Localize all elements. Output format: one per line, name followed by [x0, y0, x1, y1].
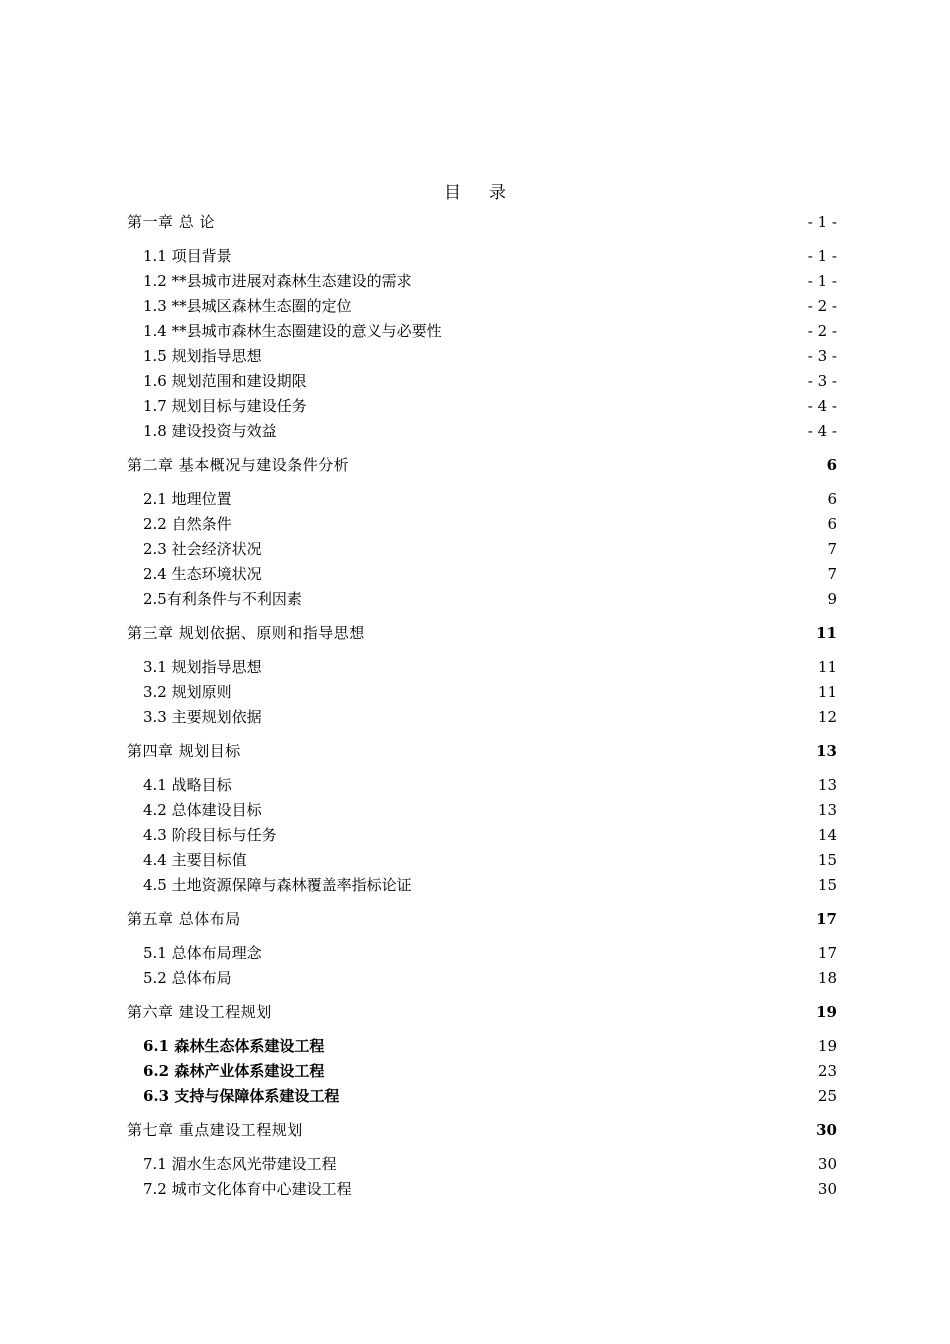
toc-entry-label: 1.3 **县城区森林生态圈的定位: [143, 297, 352, 315]
toc-entry-page: 14: [817, 826, 837, 844]
toc-entry-label: 7.2 城市文化体育中心建设工程: [143, 1180, 352, 1198]
toc-entry-page: 17: [816, 910, 837, 928]
toc-chapter-entry[interactable]: [127, 210, 837, 235]
toc-section-entry[interactable]: [127, 1059, 837, 1084]
toc-section-entry[interactable]: [127, 773, 837, 798]
toc-entry-page: 12: [817, 708, 837, 726]
toc-entry-page: - 4 -: [807, 422, 837, 440]
toc-entry-page: - 3 -: [807, 347, 837, 365]
toc-entry-page: 19: [816, 1003, 837, 1021]
toc-entry-label: 4.2 总体建设目标: [143, 801, 262, 819]
toc-entry-label: 1.7 规划目标与建设任务: [143, 397, 307, 415]
toc-entry-page: 30: [817, 1180, 837, 1198]
toc-section-entry[interactable]: [127, 705, 837, 730]
toc-section-entry[interactable]: [127, 1177, 837, 1202]
toc-entry-label: 第四章 规划目标: [127, 742, 241, 760]
toc-section-entry[interactable]: [127, 419, 837, 444]
toc-section-entry[interactable]: [127, 1084, 837, 1109]
toc-entry-page: 11: [817, 683, 837, 701]
toc-section-entry[interactable]: [127, 848, 837, 873]
toc-entry-page: 13: [816, 742, 837, 760]
toc-title-char-1: 目: [444, 183, 461, 203]
toc-entry-label: 3.1 规划指导思想: [143, 658, 262, 676]
toc-chapter-entry[interactable]: [127, 907, 837, 932]
toc-section-entry[interactable]: [127, 1034, 837, 1059]
toc-section-entry[interactable]: [127, 941, 837, 966]
toc-entry-page: - 1 -: [807, 247, 837, 265]
toc-entry-page: 30: [817, 1155, 837, 1173]
toc-chapter-entry[interactable]: [127, 621, 837, 646]
toc-title: [0, 178, 950, 203]
toc-entry-label: 第二章 基本概况与建设条件分析: [127, 456, 350, 474]
toc-entry-label: 3.2 规划原则: [143, 683, 232, 701]
toc-entry-label: 4.3 阶段目标与任务: [143, 826, 277, 844]
toc-entry-label: 第七章 重点建设工程规划: [127, 1121, 303, 1139]
toc-entry-page: - 4 -: [807, 397, 837, 415]
toc-entry-page: 18: [817, 969, 837, 987]
toc-section-entry[interactable]: [127, 512, 837, 537]
toc-section-entry[interactable]: [127, 966, 837, 991]
toc-section-entry[interactable]: [127, 798, 837, 823]
toc-entry-label: 7.1 湄水生态风光带建设工程: [143, 1155, 337, 1173]
toc-chapter-entry[interactable]: [127, 739, 837, 764]
toc-entry-page: 6: [826, 456, 837, 474]
toc-entry-page: 15: [817, 851, 837, 869]
toc-entry-label: 1.8 建设投资与效益: [143, 422, 277, 440]
toc-entry-label: 第一章 总 论: [127, 213, 216, 231]
toc-entry-label: 5.2 总体布局: [143, 969, 232, 987]
toc-entry-page: - 2 -: [807, 297, 837, 315]
toc-section-entry[interactable]: [127, 269, 837, 294]
toc-section-entry[interactable]: [127, 394, 837, 419]
toc-entry-label: 4.1 战略目标: [143, 776, 232, 794]
toc-entry-page: 19: [817, 1037, 837, 1055]
table-of-contents: [127, 210, 837, 1202]
toc-entry-label: 4.5 土地资源保障与森林覆盖率指标论证: [143, 876, 412, 894]
toc-section-entry[interactable]: [127, 537, 837, 562]
toc-section-entry[interactable]: [127, 655, 837, 680]
toc-entry-label: 2.3 社会经济状况: [143, 540, 262, 558]
toc-section-entry[interactable]: [127, 587, 837, 612]
toc-section-entry[interactable]: [127, 562, 837, 587]
toc-section-entry[interactable]: [127, 680, 837, 705]
toc-entry-label: 1.6 规划范围和建设期限: [143, 372, 307, 390]
toc-section-entry[interactable]: [127, 369, 837, 394]
toc-entry-label: 2.2 自然条件: [143, 515, 232, 533]
toc-entry-label: 4.4 主要目标值: [143, 851, 247, 869]
toc-entry-page: 6: [827, 515, 837, 533]
toc-entry-page: 13: [817, 801, 837, 819]
toc-section-entry[interactable]: [127, 319, 837, 344]
toc-section-entry[interactable]: [127, 873, 837, 898]
toc-entry-page: 6: [827, 490, 837, 508]
toc-entry-label: 6.2 森林产业体系建设工程: [143, 1062, 325, 1080]
toc-section-entry[interactable]: [127, 823, 837, 848]
toc-chapter-entry[interactable]: [127, 453, 837, 478]
toc-entry-label: 第五章 总体布局: [127, 910, 241, 928]
toc-entry-label: 2.4 生态环境状况: [143, 565, 262, 583]
toc-title-char-2: 录: [489, 183, 506, 203]
toc-entry-page: 11: [817, 658, 837, 676]
toc-section-entry[interactable]: [127, 244, 837, 269]
toc-entry-label: 1.1 项目背景: [143, 247, 232, 265]
toc-section-entry[interactable]: [127, 294, 837, 319]
toc-entry-page: 13: [817, 776, 837, 794]
toc-entry-label: 第六章 建设工程规划: [127, 1003, 272, 1021]
toc-entry-label: 3.3 主要规划依据: [143, 708, 262, 726]
toc-entry-label: 6.1 森林生态体系建设工程: [143, 1037, 325, 1055]
toc-entry-label: 1.4 **县城市森林生态圈建设的意义与必要性: [143, 322, 442, 340]
toc-entry-page: 25: [817, 1087, 837, 1105]
toc-entry-label: 2.5有利条件与不利因素: [143, 590, 302, 608]
toc-entry-label: 1.5 规划指导思想: [143, 347, 262, 365]
toc-entry-page: 11: [816, 624, 837, 642]
toc-section-entry[interactable]: [127, 1152, 837, 1177]
toc-entry-label: 1.2 **县城市进展对森林生态建设的需求: [143, 272, 412, 290]
toc-entry-page: 23: [817, 1062, 837, 1080]
toc-entry-label: 第三章 规划依据、原则和指导思想: [127, 624, 365, 642]
toc-entry-page: - 1 -: [807, 272, 837, 290]
toc-entry-page: 7: [827, 565, 837, 583]
toc-entry-label: 2.1 地理位置: [143, 490, 232, 508]
toc-section-entry[interactable]: [127, 487, 837, 512]
toc-entry-label: 5.1 总体布局理念: [143, 944, 262, 962]
toc-entry-label: 6.3 支持与保障体系建设工程: [143, 1087, 340, 1105]
toc-chapter-entry[interactable]: [127, 1118, 837, 1143]
toc-entry-page: 15: [817, 876, 837, 894]
toc-entry-page: - 1 -: [807, 213, 837, 231]
toc-section-entry[interactable]: [127, 344, 837, 369]
toc-entry-page: - 2 -: [807, 322, 837, 340]
toc-entry-page: 30: [816, 1121, 837, 1139]
toc-entry-page: - 3 -: [807, 372, 837, 390]
toc-entry-page: 17: [817, 944, 837, 962]
toc-entry-page: 9: [827, 590, 837, 608]
toc-chapter-entry[interactable]: [127, 1000, 837, 1025]
toc-entry-page: 7: [827, 540, 837, 558]
